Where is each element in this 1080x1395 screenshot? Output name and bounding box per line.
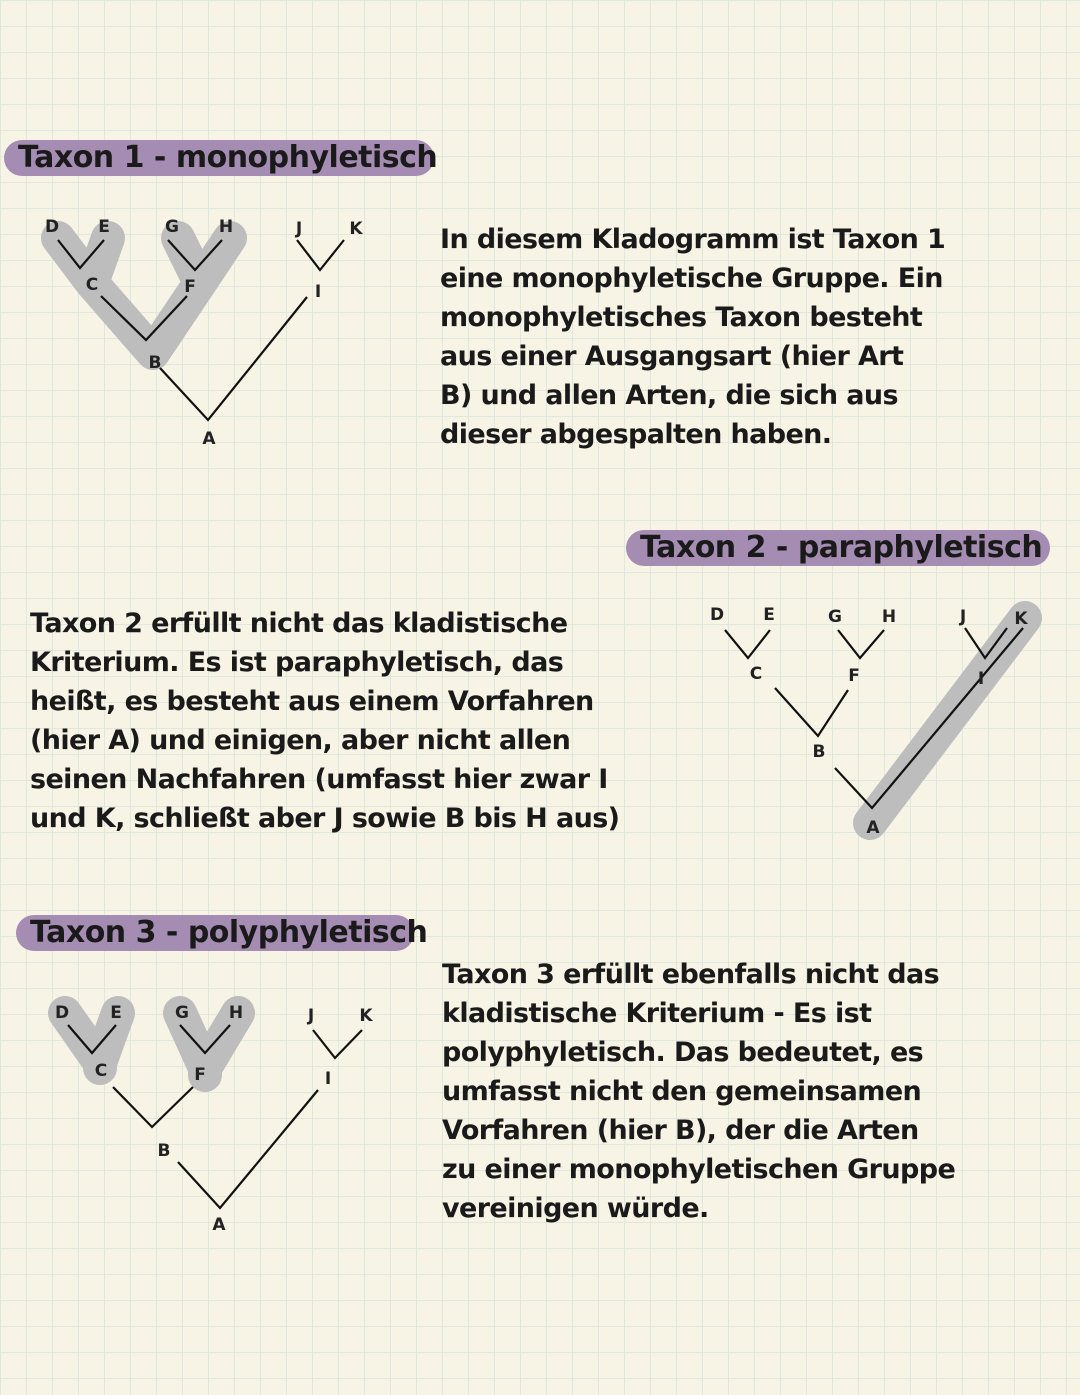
node-label-D: D (44, 217, 60, 237)
text-line: vereinigen würde. (442, 1193, 709, 1224)
node-label-J: J (959, 607, 967, 627)
node-label-A: A (202, 429, 216, 449)
node-label-H: H (881, 607, 897, 627)
text-line: dieser abgespalten haben. (440, 419, 832, 450)
node-label-J: J (307, 1006, 315, 1026)
node-label-C: C (749, 664, 763, 684)
node-label-F: F (194, 1065, 206, 1085)
node-label-E: E (98, 217, 110, 237)
node-label-B: B (812, 742, 826, 762)
text-line: zu einer monophyletischen Gruppe (442, 1154, 956, 1185)
text-line: Taxon 2 erfüllt nicht das kladistische (30, 608, 568, 639)
text-line: polyphyletisch. Das bedeutet, es (442, 1037, 924, 1068)
text-line: Taxon 3 erfüllt ebenfalls nicht das (442, 959, 940, 990)
text-line: Vorfahren (hier B), der die Arten (442, 1115, 919, 1146)
node-label-I: I (324, 1069, 332, 1089)
node-label-I: I (977, 669, 985, 689)
node-label-I: I (314, 282, 322, 302)
node-label-F: F (184, 277, 196, 297)
text-line: heißt, es besteht aus einem Vorfahren (30, 686, 594, 717)
taxon-2-header: Taxon 2 - paraphyletisch (626, 530, 1050, 566)
taxon-1-header: Taxon 1 - monophyletisch (4, 140, 434, 176)
text-line: (hier A) und einigen, aber nicht allen (30, 725, 571, 756)
text-line: kladistische Kriterium - Es ist (442, 998, 872, 1029)
node-label-D: D (709, 605, 725, 625)
text-line: seinen Nachfahren (umfasst hier zwar I (30, 764, 608, 795)
text-line: umfasst nicht den gemeinsamen (442, 1076, 922, 1107)
node-label-D: D (54, 1003, 70, 1023)
node-label-K: K (1014, 609, 1028, 629)
node-label-H: H (228, 1003, 244, 1023)
node-label-E: E (110, 1003, 122, 1023)
node-label-A: A (212, 1215, 226, 1235)
node-label-H: H (218, 217, 234, 237)
node-label-G: G (175, 1003, 189, 1023)
node-label-G: G (828, 607, 842, 627)
node-label-G: G (165, 217, 179, 237)
text-line: und K, schließt aber J sowie B bis H aus) (30, 803, 620, 834)
node-label-B: B (148, 353, 162, 373)
node-label-B: B (157, 1141, 171, 1161)
node-label-K: K (349, 219, 363, 239)
taxon-3-header: Taxon 3 - polyphyletisch (16, 915, 414, 951)
node-label-F: F (848, 666, 860, 686)
node-label-C: C (94, 1061, 108, 1081)
node-label-J: J (295, 219, 303, 239)
text-line: In diesem Kladogramm ist Taxon 1 (440, 224, 946, 255)
text-line: B) und allen Arten, die sich aus (440, 380, 899, 411)
text-line: Kriterium. Es ist paraphyletisch, das (30, 647, 564, 678)
node-label-A: A (866, 818, 880, 838)
text-line: aus einer Ausgangsart (hier Art (440, 341, 904, 372)
node-label-C: C (85, 275, 99, 295)
node-label-E: E (763, 605, 775, 625)
text-line: monophyletisches Taxon besteht (440, 302, 923, 333)
text-line: eine monophyletische Gruppe. Ein (440, 263, 943, 294)
node-label-K: K (359, 1006, 373, 1026)
